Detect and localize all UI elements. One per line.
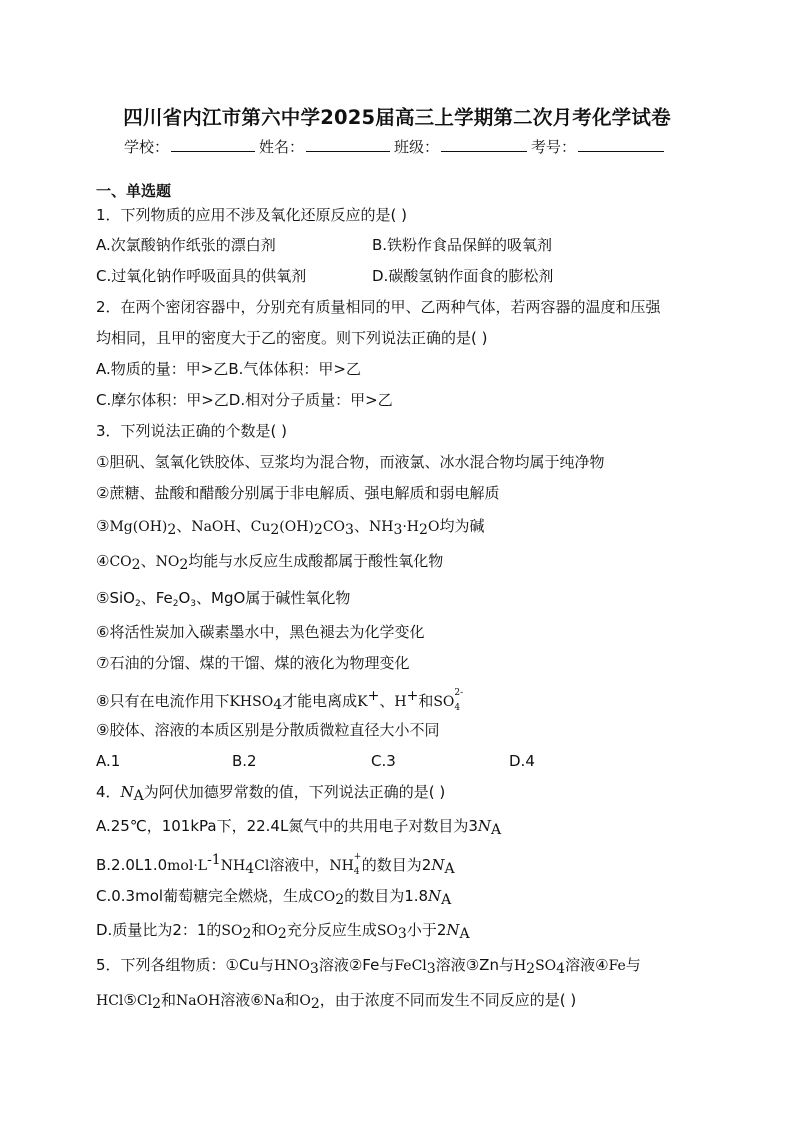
q3-statement-2: ②蔗糖、盐酸和醋酸分别属于非电解质、强电解质和弱电解质 [96, 484, 500, 502]
formula-no: NO [155, 554, 180, 570]
subscript: 2 [526, 961, 536, 977]
question-5-stem-line1 [96, 955, 641, 979]
q3-option-b: B.2 [232, 752, 257, 770]
q2-options-cd: C.摩尔体积：甲>乙D.相对分子质量：甲>乙 [96, 391, 393, 409]
question-4-stem [96, 782, 445, 806]
pair-tail: 溶液 [318, 956, 349, 974]
formula-hcl: HCl [96, 993, 124, 1009]
subscript: 4 [245, 861, 255, 877]
pair-tail: 溶液 [220, 991, 251, 1009]
class-label: 班级： [394, 138, 440, 156]
option-head: B.2.0L1.0 [96, 856, 168, 874]
subscript: 2 [152, 996, 161, 1012]
ion-h: H [394, 694, 407, 710]
class-blank[interactable] [441, 137, 527, 152]
formula-cl: Cl [136, 993, 153, 1009]
circled-5: ⑤ [96, 589, 110, 607]
statement-tail: 均为碱 [439, 517, 485, 535]
question-2-stem-line1: 2．在两个密闭容器中，分别充有质量相同的甲、乙两种气体，若两容器的温度和压强 [96, 298, 661, 316]
q1-option-c: C.过氧化钠作呼吸面具的供氧剂 [96, 267, 307, 285]
q1-option-b: B.铁粉作食品保鲜的吸氧剂 [372, 236, 553, 254]
subscript: 2 [167, 522, 177, 538]
subscript: 3 [345, 522, 354, 538]
formula-o: O [427, 519, 440, 535]
subscript: A [491, 822, 502, 838]
stem-tail: ，由于浓度不同而发生不同反应的是( ) [319, 991, 577, 1009]
subscript: 2 [335, 892, 345, 908]
option-mid: 溶液中， [269, 856, 330, 874]
q3-statement-9: ⑨胶体、溶液的本质区别是分散质微粒直径大小不同 [96, 721, 440, 739]
q1-option-d: D.碳酸氢钠作面食的膨松剂 [372, 267, 554, 285]
separator: 、 [379, 692, 395, 710]
q3-statement-8 [96, 686, 462, 715]
q4-option-a [96, 816, 501, 840]
name-blank[interactable] [306, 137, 390, 152]
q3-option-d: D.4 [509, 752, 535, 770]
pair-5: ⑤ [123, 991, 137, 1009]
name-label: 姓名： [259, 138, 305, 156]
subscript: 2 [172, 599, 179, 609]
formula-oh: (OH) [132, 519, 168, 535]
stem-tail: 为阿伏加德罗常数的值，下列说法正确的是( ) [143, 783, 446, 801]
option-head: D.质量比为2：1的 [96, 921, 222, 939]
superscript: + [367, 688, 380, 704]
pair-tail: 溶液 [435, 956, 466, 974]
formula-na: Na [263, 993, 285, 1009]
subscript: 2 [134, 599, 141, 609]
formula-o: O [178, 589, 191, 607]
separator: 、 [140, 552, 156, 570]
subscript: 2 [270, 522, 280, 538]
q3-statement-6: ⑥将活性炭加入碳素墨水中，黑色褪去为化学变化 [96, 623, 425, 641]
formula-fe: Fe [155, 589, 173, 607]
student-info-line [124, 136, 668, 157]
formula-fe: Fe [608, 958, 626, 974]
page-title: 四川省内江市第六中学2025届高三上学期第二次月考化学试卷 [123, 106, 671, 129]
option-mid: 充分反应生成 [286, 921, 377, 939]
q3-option-a: A.1 [96, 752, 121, 770]
formula-so: SO [221, 923, 243, 939]
formula-cu: Cu [250, 519, 271, 535]
formula-nh: NH [368, 519, 394, 535]
conjunction: 和 [284, 991, 300, 1009]
superscript: + [406, 688, 419, 704]
subscript: 2 [277, 926, 287, 942]
subscript: 4 [454, 703, 461, 713]
na-symbol: N [428, 887, 442, 905]
subscript: 4 [353, 867, 360, 877]
exam-no-blank[interactable] [578, 137, 664, 152]
formula-hno: HNO [273, 958, 310, 974]
q3-statement-5 [96, 588, 350, 614]
ion-k: K [357, 694, 368, 710]
q3-statement-1: ①胆矾、氢氧化铁胶体、豆浆均为混合物，而液氯、冰水混合物均属于纯净物 [96, 453, 605, 471]
question-number: 4． [96, 783, 121, 801]
pair-1: ①Cu与 [225, 956, 274, 974]
na-symbol: N [446, 921, 460, 939]
subscript: A [444, 861, 455, 877]
q1-option-a: A.次氯酸钠作纸张的漂白剂 [96, 236, 276, 254]
subscript: 3 [393, 522, 403, 538]
option-tail: 小于2 [406, 921, 447, 939]
statement-tail: 均能与水反应生成酸都属于酸性氧化物 [188, 552, 444, 570]
sub-superscript [353, 852, 362, 877]
separator: 、 [140, 589, 156, 607]
formula-nh: NH [220, 858, 246, 874]
separator: 、 [353, 517, 369, 535]
na-symbol: N [120, 783, 134, 801]
separator: 、 [235, 517, 251, 535]
section-heading: 一、单选题 [96, 182, 172, 200]
option-tail: 的数目为2 [361, 856, 432, 874]
formula-co: CO [313, 889, 336, 905]
subscript: 3 [309, 961, 319, 977]
subscript: 4 [273, 697, 283, 713]
subscript: 3 [397, 926, 407, 942]
option-tail: 的数目为1.8 [344, 887, 429, 905]
conjunction: 和 [251, 921, 267, 939]
formula-o: O [299, 993, 311, 1009]
question-5-stem-line2 [96, 990, 576, 1014]
option-text: A.25℃，101kPa下，22.4L氮气中的共用电子对数目为3 [96, 817, 478, 835]
separator: 、 [196, 589, 212, 607]
q2-options-ab: A.物质的量：甲>乙B.气体体积：甲>乙 [96, 360, 361, 378]
pair-tail: 与 [625, 956, 641, 974]
q3-statement-3 [96, 516, 484, 540]
ion-nh4: NH [329, 858, 354, 874]
superscript: 2- [454, 688, 464, 698]
formula-so: SO [535, 958, 557, 974]
subscript: A [459, 926, 470, 942]
unit: mol·L [167, 858, 208, 874]
na-symbol: N [431, 856, 445, 874]
formula-khso: KHSO [229, 694, 274, 710]
formula-h: H [513, 958, 527, 974]
circled-4: ④ [96, 552, 110, 570]
formula-mg: Mg [109, 519, 133, 535]
q3-statement-7: ⑦石油的分馏、煤的干馏、煤的液化为物理变化 [96, 654, 410, 672]
formula-oh: (OH) [279, 519, 314, 535]
formula-so3: SO [376, 923, 398, 939]
statement-head: ⑧只有在电流作用下 [96, 692, 230, 710]
circled-3: ③ [96, 517, 110, 535]
question-3-stem: 3．下列说法正确的个数是( ) [96, 422, 288, 440]
q4-option-d [96, 920, 470, 944]
ion-so: SO [433, 694, 455, 710]
conjunction: 和 [418, 692, 434, 710]
pair-3: ③Zn与 [465, 956, 514, 974]
formula-naoh: NaOH [191, 519, 236, 535]
subscript: A [441, 892, 452, 908]
conjunction: 和 [160, 991, 176, 1009]
separator: 、 [176, 517, 192, 535]
q4-option-c [96, 886, 451, 910]
subscript: A [133, 788, 144, 804]
q3-statement-4 [96, 551, 443, 575]
superscript: + [353, 852, 362, 862]
formula-co: CO [109, 554, 132, 570]
sub-superscript [454, 688, 464, 713]
option-head: C.0.3mol葡萄糖完全燃烧，生成 [96, 887, 314, 905]
formula-fecl: FeCl [394, 958, 427, 974]
subscript: 2 [313, 522, 323, 538]
formula-naoh: NaOH [176, 993, 221, 1009]
school-label: 学校： [124, 138, 170, 156]
subscript: 2 [242, 926, 252, 942]
pair-tail: 溶液 [565, 956, 596, 974]
formula-cl: Cl [254, 858, 270, 874]
subscript: 2 [179, 557, 189, 573]
formula-dot-h: ·H [402, 519, 420, 535]
subscript: 3 [426, 961, 436, 977]
subscript: 2 [419, 522, 428, 538]
statement-mid: 才能电离成 [282, 692, 358, 710]
pair-4: ④ [595, 956, 609, 974]
formula-mgo: MgO [211, 589, 246, 607]
question-2-stem-line2: 均相同，且甲的密度大于乙的密度。则下列说法正确的是( ) [96, 329, 488, 347]
pair-2: ②Fe与 [348, 956, 395, 974]
school-blank[interactable] [171, 137, 255, 152]
subscript: 2 [310, 996, 320, 1012]
statement-tail: 属于碱性氧化物 [245, 589, 351, 607]
superscript: -1 [207, 852, 221, 868]
question-number: 5．下列各组物质： [96, 956, 226, 974]
exam-no-label: 考号： [531, 138, 577, 156]
formula-co: CO [322, 519, 346, 535]
subscript: 3 [190, 599, 197, 609]
question-1-stem: 1．下列物质的应用不涉及氧化还原反应的是( ) [96, 206, 408, 224]
q3-option-c: C.3 [371, 752, 396, 770]
subscript: 4 [556, 961, 566, 977]
q4-option-b [96, 850, 455, 879]
formula-o: O [266, 923, 278, 939]
pair-6: ⑥ [250, 991, 264, 1009]
formula-sio: SiO [109, 589, 135, 607]
na-symbol: N [477, 817, 492, 835]
subscript: 2 [131, 557, 141, 573]
